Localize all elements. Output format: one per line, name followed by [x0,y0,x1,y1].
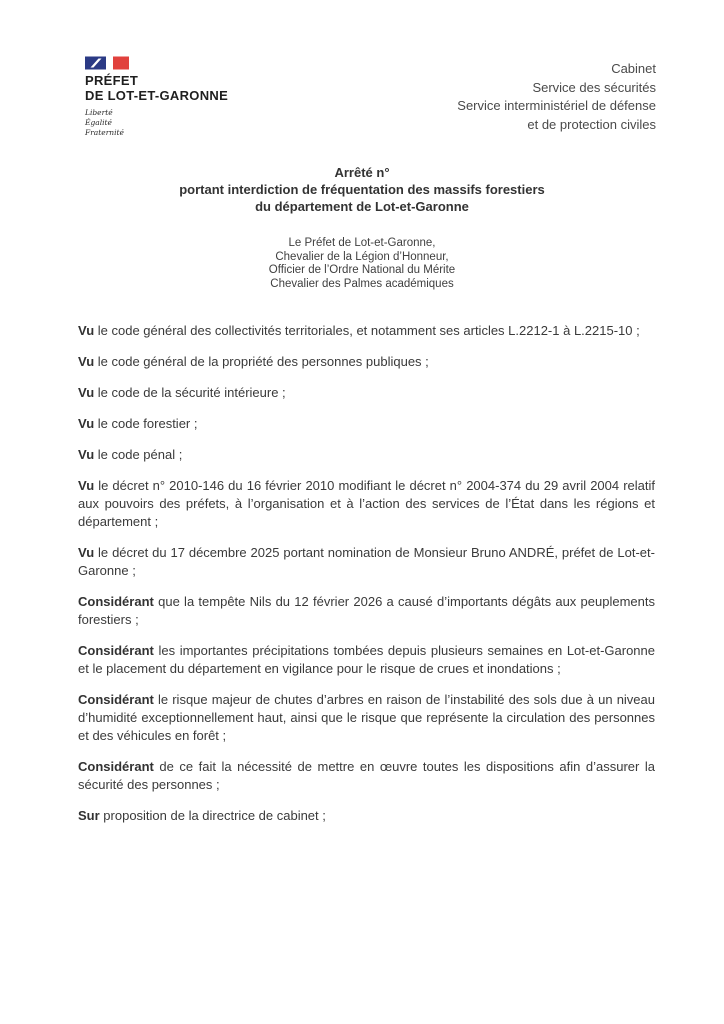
paragraph-vu-1 [78,322,655,340]
prefect-honor-palmes: Chevalier des Palmes académiques [270,277,454,290]
service-line-defense: Service interministériel de défense [457,98,656,113]
paragraph-text: le code forestier ; [97,416,198,431]
paragraph-text: le décret n° 2010-146 du 16 février 2010 modifiant le décret n° 2004-374 du 29 avril 2004 relatif aux pouvoirs des préfets, à l’organisation et à l’action des services de l’État dans les régions et département ; [78,478,655,529]
decree-title [60,164,664,215]
paragraph-text: le code de la sécurité intérieure ; [97,385,286,400]
paragraph-text: le décret du 17 décembre 2025 portant nomination de Monsieur Bruno ANDRÉ, préfet de Lot-et-Garonne ; [78,545,655,578]
decree-body [78,322,655,838]
paragraph-sur-proposition [78,807,655,825]
paragraph-lead: Considérant [78,594,154,609]
paragraph-vu-6 [78,477,655,531]
issuing-service-block [457,60,656,134]
paragraph-text: le code général des collectivités territoriales, et notamment ses articles L.2212-1 à L.2215-10 ; [97,323,640,338]
paragraph-vu-7 [78,544,655,580]
motto-liberte: Liberté [85,108,113,117]
logo-prefet-line1: PRÉFET [85,73,139,88]
service-line-securites: Service des sécurités [532,79,656,95]
service-line-protection: et de protection civiles [527,116,656,132]
paragraph-lead: Sur [78,808,100,823]
paragraph-lead: Vu [78,478,95,493]
paragraph-lead: Vu [78,416,95,431]
paragraph-considerant-2 [78,642,655,678]
decree-title-number: Arrêté n° [334,165,390,180]
paragraph-vu-2 [78,353,655,371]
prefect-honor-merite: Officier de l’Ordre National du Mérite [268,264,456,276]
paragraph-lead: Considérant [78,759,154,774]
prefect-name-line: Le Préfet de Lot-et-Garonne, [288,237,436,249]
paragraph-considerant-1 [78,593,655,629]
motto-fraternite: Fraternité [85,128,124,137]
paragraph-lead: Vu [78,354,95,369]
paragraph-lead: Vu [78,545,95,560]
paragraph-lead: Vu [78,447,95,462]
service-line-cabinet: Cabinet [611,61,656,76]
paragraph-lead: Vu [78,385,95,400]
paragraph-lead: Considérant [78,692,154,707]
paragraph-text: le code général de la propriété des personnes publiques ; [97,354,429,369]
prefect-honor-legion: Chevalier de la Légion d’Honneur, [275,250,449,263]
paragraph-text: le risque majeur de chutes d’arbres en raison de l’instabilité des sols due à un niveau d’humidité exceptionnellement haut, ainsi que le risque que représente la circulation des personnes et des véhicules en forêt ; [78,692,655,743]
french-flag-icon [85,56,135,70]
republic-motto [85,108,255,138]
paragraph-text: proposition de la directrice de cabinet ; [103,808,326,823]
logo-prefet-line2: DE LOT-ET-GARONNE [85,87,229,103]
motto-egalite: Égalité [85,118,112,127]
paragraph-vu-4 [78,415,655,433]
paragraph-vu-5 [78,446,655,464]
paragraph-text: les importantes précipitations tombées depuis plusieurs semaines en Lot-et-Garonne et le placement du département en vigilance pour le risque de crues et inondations ; [78,643,655,676]
paragraph-lead: Vu [78,323,95,338]
paragraph-text: le code pénal ; [97,447,183,462]
paragraph-text: que la tempête Nils du 12 février 2026 a causé d’importants dégâts aux peuplements forestiers ; [78,594,655,627]
paragraph-considerant-3 [78,691,655,745]
paragraph-vu-3 [78,384,655,402]
paragraph-lead: Considérant [78,643,154,658]
paragraph-text: de ce fait la nécessité de mettre en œuvre toutes les dispositions afin d’assurer la sécurité des personnes ; [78,759,655,792]
decree-title-subject: portant interdiction de fréquentation des massifs forestiers [179,182,545,197]
paragraph-considerant-4 [78,758,655,794]
decree-title-department: du département de Lot-et-Garonne [255,199,469,214]
scan-artifact [622,764,628,767]
prefecture-logo [85,56,255,138]
prefect-honors [60,237,664,291]
